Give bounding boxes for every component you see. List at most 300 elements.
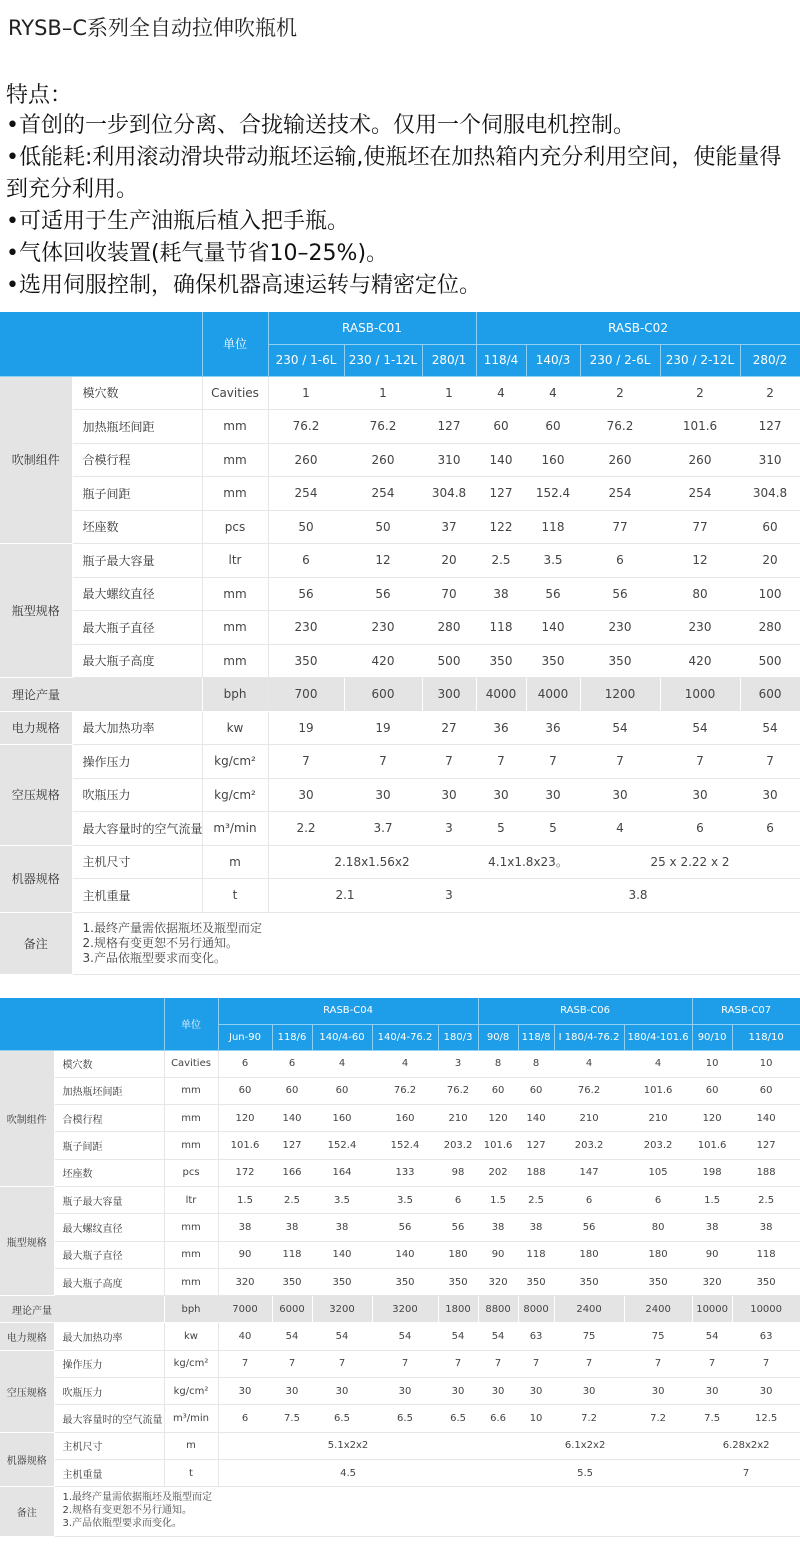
value-cell: 20 [740, 544, 800, 578]
unit-cell: mm [164, 1214, 218, 1241]
value-cell: 350 [268, 644, 344, 678]
value-cell: 7 [580, 745, 660, 779]
value-cell: 350 [518, 1268, 554, 1295]
table-row [0, 845, 800, 879]
value-cell: 70 [422, 577, 476, 611]
row-label: 最大瓶子直径 [54, 1241, 164, 1268]
value-cell: 127 [476, 477, 526, 511]
value-cell: 147 [554, 1159, 624, 1186]
value-cell: 60 [740, 510, 800, 544]
value-cell: 230 [580, 611, 660, 645]
value-cell: 60 [478, 1077, 518, 1104]
value-cell: 105 [624, 1159, 692, 1186]
value-cell: 1000 [660, 678, 740, 712]
value-cell: 230 [660, 611, 740, 645]
value-cell: 140 [518, 1105, 554, 1132]
value-cell: 38 [518, 1214, 554, 1241]
value-cell: 180 [554, 1241, 624, 1268]
feature-item: •选用伺服控制，确保机器高速运转与精密定位。 [6, 273, 481, 298]
value-cell: 254 [268, 477, 344, 511]
value-cell: 7 [476, 745, 526, 779]
notes-row [0, 912, 800, 974]
value-cell: 30 [478, 1378, 518, 1405]
value-cell: 350 [272, 1268, 312, 1295]
value-cell: 5.1x2x2 [218, 1432, 478, 1459]
value-cell: 7 [372, 1350, 438, 1377]
column-header: 180/4-101.6 [624, 1024, 692, 1050]
note-line: 2.规格有变更恕不另行通知。 [82, 935, 238, 950]
table-row [0, 1350, 800, 1377]
row-label: 最大加热功率 [72, 711, 202, 745]
value-cell: 56 [372, 1214, 438, 1241]
value-cell: 350 [438, 1268, 478, 1295]
value-cell: 5 [526, 812, 580, 846]
value-cell: 60 [312, 1077, 372, 1104]
value-cell: 3.5 [312, 1186, 372, 1213]
column-header: 230 / 1-6L [268, 344, 344, 376]
table-row [0, 611, 800, 645]
value-cell: 30 [526, 778, 580, 812]
value-cell: 203.2 [554, 1132, 624, 1159]
unit-cell: mm [202, 644, 268, 678]
value-cell: 118 [526, 510, 580, 544]
header-row [0, 998, 800, 1024]
table-row [0, 1077, 800, 1104]
group-label: 理论产量 [0, 1296, 164, 1323]
notes-text [72, 912, 800, 974]
table-row [0, 1214, 800, 1241]
value-cell: 4.5 [218, 1459, 478, 1486]
features-list [6, 110, 796, 302]
value-cell: 30 [476, 778, 526, 812]
value-cell: 203.2 [624, 1132, 692, 1159]
value-cell: 4 [312, 1050, 372, 1077]
unit-cell: ltr [202, 544, 268, 578]
table-row [0, 1378, 800, 1405]
value-cell: 140 [312, 1241, 372, 1268]
value-cell: 76.2 [580, 410, 660, 444]
value-cell: 7000 [218, 1296, 272, 1323]
value-cell: 30 [218, 1378, 272, 1405]
value-cell: 3 [422, 879, 476, 913]
row-label: 最大螺纹直径 [72, 577, 202, 611]
table-row [0, 1432, 800, 1459]
value-cell: 60 [272, 1077, 312, 1104]
unit-cell: kg/cm² [164, 1350, 218, 1377]
table-row [0, 711, 800, 745]
value-cell: 166 [272, 1159, 312, 1186]
value-cell: 7 [554, 1350, 624, 1377]
value-cell: 10000 [732, 1296, 800, 1323]
value-cell: 90 [218, 1241, 272, 1268]
value-cell: 56 [268, 577, 344, 611]
value-cell: 7 [518, 1350, 554, 1377]
column-header: 118/10 [732, 1024, 800, 1050]
value-cell: 140 [732, 1105, 800, 1132]
value-cell: 280 [740, 611, 800, 645]
value-cell: 40 [218, 1323, 272, 1350]
table-row [0, 376, 800, 410]
unit-cell: kw [202, 711, 268, 745]
value-cell: 6 [218, 1405, 272, 1432]
model-header: RASB-C01 [268, 312, 476, 344]
value-cell: 7 [268, 745, 344, 779]
value-cell: 6 [438, 1186, 478, 1213]
value-cell: 152.4 [312, 1132, 372, 1159]
value-cell: 56 [554, 1214, 624, 1241]
unit-cell: mm [164, 1241, 218, 1268]
group-label: 备注 [0, 1487, 54, 1537]
value-cell: 76.2 [438, 1077, 478, 1104]
value-cell: 7 [660, 745, 740, 779]
value-cell: 6.5 [438, 1405, 478, 1432]
value-cell: 30 [692, 1378, 732, 1405]
unit-cell: kg/cm² [202, 778, 268, 812]
model-header: RASB-C07 [692, 998, 800, 1024]
value-cell: 12 [660, 544, 740, 578]
header-blank [0, 998, 164, 1050]
value-cell: 75 [554, 1323, 624, 1350]
row-label: 合模行程 [72, 443, 202, 477]
value-cell: 7 [692, 1350, 732, 1377]
value-cell: 6000 [272, 1296, 312, 1323]
table-row [0, 1050, 800, 1077]
value-cell: 76.2 [344, 410, 422, 444]
value-cell: 420 [660, 644, 740, 678]
value-cell: 4 [554, 1050, 624, 1077]
value-cell: 320 [218, 1268, 272, 1295]
value-cell: 7 [344, 745, 422, 779]
value-cell: 350 [732, 1268, 800, 1295]
value-cell: 320 [478, 1268, 518, 1295]
value-cell: 30 [580, 778, 660, 812]
table-row [0, 1105, 800, 1132]
value-cell: 80 [624, 1214, 692, 1241]
table-row [0, 577, 800, 611]
column-header: 230 / 1-12L [344, 344, 422, 376]
unit-cell: t [202, 879, 268, 913]
value-cell: 350 [312, 1268, 372, 1295]
value-cell: 1.5 [692, 1186, 732, 1213]
value-cell: 6 [218, 1050, 272, 1077]
value-cell: 54 [478, 1323, 518, 1350]
value-cell: 210 [554, 1105, 624, 1132]
value-cell: 160 [372, 1105, 438, 1132]
value-cell: 30 [732, 1378, 800, 1405]
value-cell: 120 [692, 1105, 732, 1132]
value-cell: 6.5 [372, 1405, 438, 1432]
value-cell: 6.28x2x2 [692, 1432, 800, 1459]
value-cell: 164 [312, 1159, 372, 1186]
value-cell: 180 [624, 1241, 692, 1268]
column-header: 140/4-76.2 [372, 1024, 438, 1050]
row-label: 最大瓶子高度 [54, 1268, 164, 1295]
group-label: 电力规格 [0, 1323, 54, 1350]
unit-cell: Cavities [164, 1050, 218, 1077]
column-header: 90/10 [692, 1024, 732, 1050]
value-cell: 2.5 [476, 544, 526, 578]
row-label: 主机重量 [72, 879, 202, 913]
value-cell: 8000 [518, 1296, 554, 1323]
unit-cell: m [202, 845, 268, 879]
value-cell: 3.5 [526, 544, 580, 578]
value-cell: 7 [526, 745, 580, 779]
value-cell: 100 [740, 577, 800, 611]
group-label: 空压规格 [0, 1350, 54, 1432]
value-cell: 50 [344, 510, 422, 544]
value-cell: 2400 [624, 1296, 692, 1323]
column-header: 90/8 [478, 1024, 518, 1050]
value-cell: 160 [526, 443, 580, 477]
value-cell: 54 [312, 1323, 372, 1350]
row-label: 瓶子间距 [54, 1132, 164, 1159]
value-cell: 6 [740, 812, 800, 846]
value-cell: 310 [422, 443, 476, 477]
value-cell: 63 [518, 1323, 554, 1350]
value-cell: 7.2 [554, 1405, 624, 1432]
value-cell: 260 [344, 443, 422, 477]
value-cell: 30 [554, 1378, 624, 1405]
value-cell: 3200 [312, 1296, 372, 1323]
value-cell: 2.5 [518, 1186, 554, 1213]
value-cell: 30 [344, 778, 422, 812]
value-cell: 152.4 [372, 1132, 438, 1159]
value-cell: 1 [268, 376, 344, 410]
value-cell: 2.18x1.56x2 [268, 845, 476, 879]
value-cell: 38 [312, 1214, 372, 1241]
value-cell: 38 [218, 1214, 272, 1241]
value-cell: 230 [268, 611, 344, 645]
feature-item: •可适用于生产油瓶后植入把手瓶。 [6, 209, 349, 234]
value-cell: 6 [272, 1050, 312, 1077]
value-cell: 36 [476, 711, 526, 745]
value-cell: 38 [272, 1214, 312, 1241]
header-blank [0, 312, 202, 376]
value-cell: 7 [478, 1350, 518, 1377]
value-cell: 2 [740, 376, 800, 410]
value-cell: 7.2 [624, 1405, 692, 1432]
value-cell: 3 [422, 812, 476, 846]
group-label: 机器规格 [0, 845, 72, 912]
value-cell: 6 [624, 1186, 692, 1213]
value-cell: 7 [312, 1350, 372, 1377]
unit-cell: mm [202, 477, 268, 511]
table-row [0, 1132, 800, 1159]
value-cell: 600 [344, 678, 422, 712]
value-cell: 210 [624, 1105, 692, 1132]
table-row [0, 1159, 800, 1186]
value-cell: 4 [580, 812, 660, 846]
value-cell: 152.4 [526, 477, 580, 511]
row-label: 模穴数 [54, 1050, 164, 1077]
note-line: 1.最终产量需依据瓶坯及瓶型而定 [62, 1492, 213, 1504]
value-cell: 350 [580, 644, 660, 678]
value-cell: 30 [518, 1378, 554, 1405]
value-cell: 118 [476, 611, 526, 645]
table-row [0, 879, 800, 913]
note-line: 2.规格有变更恕不另行通知。 [62, 1505, 193, 1517]
table-row [0, 544, 800, 578]
value-cell: 90 [478, 1241, 518, 1268]
value-cell: 60 [692, 1077, 732, 1104]
group-label: 吹制组件 [0, 1050, 54, 1186]
value-cell: 76.2 [268, 410, 344, 444]
value-cell: 350 [476, 644, 526, 678]
value-cell: 7 [740, 745, 800, 779]
value-cell: 203.2 [438, 1132, 478, 1159]
value-cell: 75 [624, 1323, 692, 1350]
value-cell: 1800 [438, 1296, 478, 1323]
value-cell: 3 [438, 1050, 478, 1077]
unit-cell: pcs [164, 1159, 218, 1186]
row-label: 最大加热功率 [54, 1323, 164, 1350]
row-label: 操作压力 [72, 745, 202, 779]
value-cell: 210 [438, 1105, 478, 1132]
column-header: 230 / 2-6L [580, 344, 660, 376]
value-cell: 1 [344, 376, 422, 410]
row-label: 瓶子最大容量 [72, 544, 202, 578]
unit-cell: m³/min [164, 1405, 218, 1432]
value-cell: 4 [372, 1050, 438, 1077]
value-cell: 4000 [526, 678, 580, 712]
value-cell: 30 [624, 1378, 692, 1405]
row-label: 最大瓶子高度 [72, 644, 202, 678]
table-row [0, 410, 800, 444]
value-cell: 2.5 [732, 1186, 800, 1213]
table-row [0, 443, 800, 477]
value-cell: 202 [478, 1159, 518, 1186]
value-cell: 350 [554, 1268, 624, 1295]
value-cell: 6.5 [312, 1405, 372, 1432]
unit-header: 单位 [164, 998, 218, 1050]
value-cell: 180 [438, 1241, 478, 1268]
value-cell: 6 [268, 544, 344, 578]
value-cell: 76.2 [372, 1077, 438, 1104]
row-label: 最大容量时的空气流量 [72, 812, 202, 846]
group-label: 空压规格 [0, 745, 72, 846]
value-cell: 500 [422, 644, 476, 678]
value-cell: 30 [312, 1378, 372, 1405]
unit-cell: kw [164, 1323, 218, 1350]
value-cell: 700 [268, 678, 344, 712]
unit-cell: bph [164, 1296, 218, 1323]
value-cell: 8800 [478, 1296, 518, 1323]
row-label: 最大容量时的空气流量 [54, 1405, 164, 1432]
value-cell: 50 [268, 510, 344, 544]
value-cell: 60 [518, 1077, 554, 1104]
value-cell: 56 [580, 577, 660, 611]
value-cell: 54 [272, 1323, 312, 1350]
value-cell: 77 [660, 510, 740, 544]
table-row [0, 745, 800, 779]
table-row [0, 1323, 800, 1350]
value-cell: 188 [732, 1159, 800, 1186]
value-cell: 10 [692, 1050, 732, 1077]
unit-cell: mm [202, 443, 268, 477]
value-cell: 56 [438, 1214, 478, 1241]
value-cell: 260 [268, 443, 344, 477]
value-cell: 188 [518, 1159, 554, 1186]
value-cell: 27 [422, 711, 476, 745]
value-cell: 254 [660, 477, 740, 511]
header-row [0, 312, 800, 344]
value-cell: 54 [580, 711, 660, 745]
row-label: 加热瓶坯间距 [72, 410, 202, 444]
value-cell: 6.1x2x2 [478, 1432, 692, 1459]
value-cell: 350 [526, 644, 580, 678]
value-cell: 7 [422, 745, 476, 779]
unit-cell: t [164, 1459, 218, 1486]
value-cell: 6 [554, 1186, 624, 1213]
value-cell: 7 [732, 1350, 800, 1377]
table-row [0, 1241, 800, 1268]
value-cell: 38 [692, 1214, 732, 1241]
group-label: 瓶型规格 [0, 544, 72, 678]
value-cell: 2 [580, 376, 660, 410]
note-line: 1.最终产量需依据瓶坯及瓶型而定 [82, 920, 262, 935]
spec-table-2 [0, 998, 800, 1537]
value-cell: 38 [732, 1214, 800, 1241]
value-cell: 1 [422, 376, 476, 410]
row-label: 模穴数 [72, 376, 202, 410]
value-cell: 118 [518, 1241, 554, 1268]
value-cell: 36 [526, 711, 580, 745]
value-cell: 101.6 [624, 1077, 692, 1104]
unit-cell: m³/min [202, 812, 268, 846]
note-line: 3.产品依瓶型要求而变化。 [62, 1518, 183, 1530]
table-row [0, 812, 800, 846]
row-label: 坯座数 [72, 510, 202, 544]
group-label: 瓶型规格 [0, 1186, 54, 1295]
value-cell: 30 [740, 778, 800, 812]
row-label: 最大螺纹直径 [54, 1214, 164, 1241]
row-label: 最大瓶子直径 [72, 611, 202, 645]
spec-table-1 [0, 312, 800, 975]
column-header: 140/4-60 [312, 1024, 372, 1050]
value-cell: 6 [660, 812, 740, 846]
value-cell: 101.6 [218, 1132, 272, 1159]
row-label: 主机尺寸 [72, 845, 202, 879]
value-cell: 2 [660, 376, 740, 410]
page-title: RYSB–C系列全自动拉伸吹瓶机 [8, 16, 297, 40]
model-header: RASB-C02 [476, 312, 800, 344]
row-label: 吹瓶压力 [72, 778, 202, 812]
value-cell: 19 [344, 711, 422, 745]
value-cell: 56 [344, 577, 422, 611]
value-cell: 304.8 [422, 477, 476, 511]
value-cell: 80 [660, 577, 740, 611]
group-label: 机器规格 [0, 1432, 54, 1487]
value-cell: 25 x 2.22 x 2 [580, 845, 800, 879]
value-cell: 198 [692, 1159, 732, 1186]
value-cell: 77 [580, 510, 660, 544]
unit-cell: mm [164, 1268, 218, 1295]
value-cell: 2.5 [272, 1186, 312, 1213]
row-label: 加热瓶坯间距 [54, 1077, 164, 1104]
value-cell: 60 [218, 1077, 272, 1104]
value-cell: 260 [660, 443, 740, 477]
value-cell: 30 [438, 1378, 478, 1405]
column-header: I 180/4-76.2 [554, 1024, 624, 1050]
value-cell: 1.5 [218, 1186, 272, 1213]
value-cell: 140 [526, 611, 580, 645]
value-cell: 310 [740, 443, 800, 477]
value-cell: 6.6 [478, 1405, 518, 1432]
value-cell: 2400 [554, 1296, 624, 1323]
value-cell: 172 [218, 1159, 272, 1186]
value-cell: 127 [740, 410, 800, 444]
value-cell: 304.8 [740, 477, 800, 511]
